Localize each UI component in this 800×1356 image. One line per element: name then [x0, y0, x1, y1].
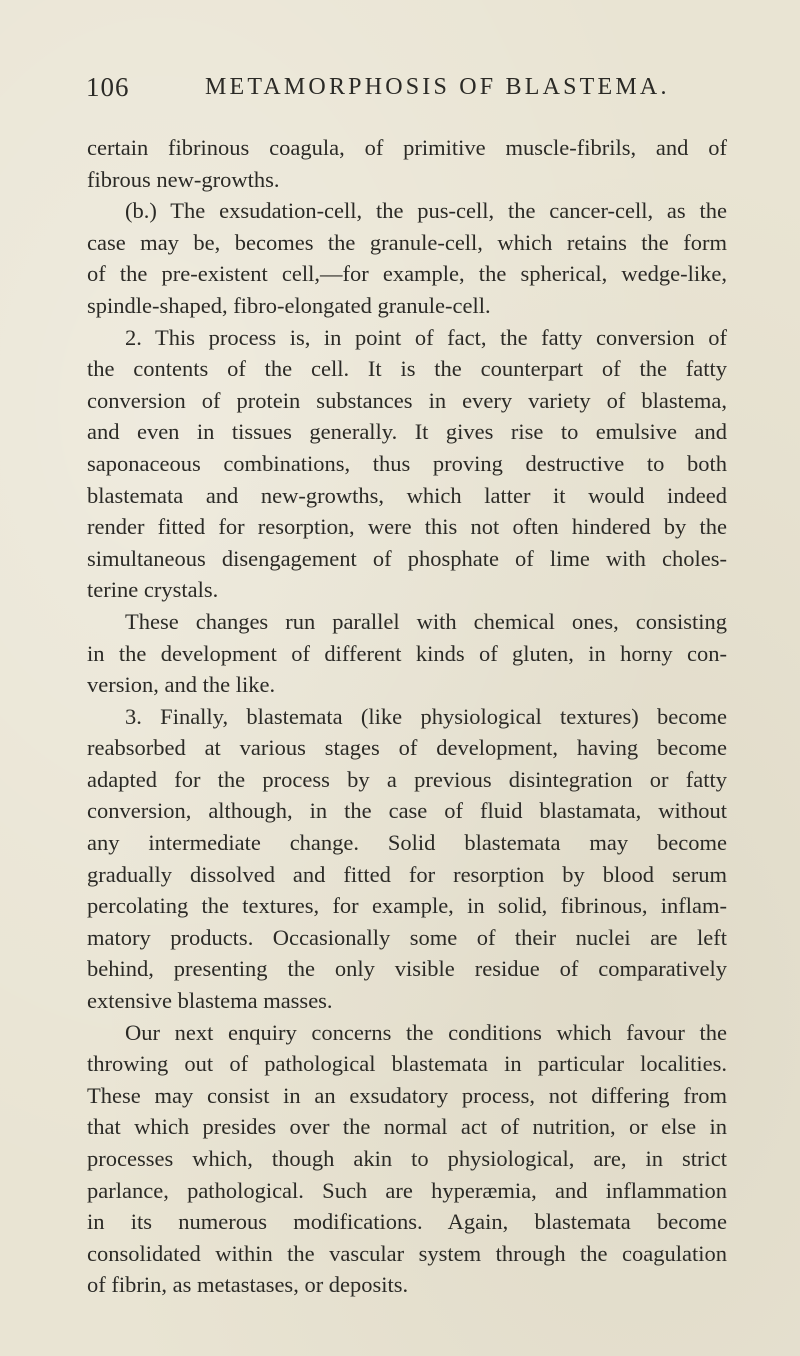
text-line: any intermediate change. Solid blastemata may become	[87, 830, 727, 856]
text-line: of the pre-existent cell,—for example, the spherical, wedge-like,	[87, 261, 727, 287]
text-line: saponaceous combinations, thus proving destructive to both	[87, 450, 727, 476]
text-line: adapted for the process by a previous disintegration or fatty	[87, 766, 727, 792]
page-number: 106	[86, 72, 130, 102]
text-line: matory products. Occasionally some of their nuclei are left	[87, 924, 727, 950]
body-text	[87, 132, 727, 1301]
text-line: in its numerous modifications. Again, blastemata become	[87, 1209, 727, 1235]
text-line: throwing out of pathological blastemata in particular localities.	[87, 1051, 727, 1077]
text-line: certain fibrinous coagula, of primitive muscle-fibrils, and of	[87, 135, 727, 160]
text-line: blastemata and new-growths, which latter it would indeed	[87, 482, 727, 508]
text-line: spindle-shaped, fibro-elongated granule-cell.	[87, 292, 491, 318]
text-line: These may consist in an exsudatory process, not differing from	[87, 1082, 727, 1108]
text-line: processes which, though akin to physiological, are, in strict	[87, 1146, 727, 1171]
running-head-title: METAMORPHOSIS OF BLASTEMA.	[205, 74, 670, 100]
text-line: simultaneous disengagement of phosphate of lime with choles-	[87, 545, 727, 571]
text-line: conversion, although, in the case of fluid blastamata, without	[87, 798, 727, 824]
text-line: render fitted for resorption, were this not often hindered by the	[87, 514, 727, 540]
text-line: fibrous new-growths.	[87, 166, 280, 192]
text-line: of fibrin, as metastases, or deposits.	[87, 1272, 409, 1298]
text-line: reabsorbed at various stages of development, having become	[87, 735, 727, 761]
text-line: percolating the textures, for example, in solid, fibrinous, inflam-	[87, 893, 727, 919]
text-line: the contents of the cell. It is the counterpart of the fatty	[87, 356, 727, 382]
text-line: and even in tissues generally. It gives rise to emulsive and	[87, 419, 727, 445]
text-line: conversion of protein substances in every variety of blastema,	[87, 387, 727, 413]
text-line: These changes run parallel with chemical ones, consisting	[125, 608, 727, 634]
text-line: version, and the like.	[87, 672, 276, 698]
text-line: extensive blastema masses.	[87, 988, 333, 1014]
running-head	[0, 72, 800, 112]
text-line: gradually dissolved and fitted for resorption by blood serum	[87, 861, 727, 887]
text-line: terine crystals.	[87, 577, 219, 603]
text-line: behind, presenting the only visible residue of comparatively	[87, 956, 727, 982]
text-line: consolidated within the vascular system through the coagulation	[87, 1240, 727, 1266]
text-line: 2. This process is, in point of fact, the fatty conversion of	[125, 324, 727, 350]
text-line: parlance, pathological. Such are hyperæmia, and inflammation	[87, 1177, 727, 1203]
text-line: 3. Finally, blastemata (like physiological textures) become	[125, 703, 727, 729]
text-line: that which presides over the normal act of nutrition, or else in	[87, 1114, 727, 1140]
text-line: in the development of different kinds of gluten, in horny con-	[87, 640, 727, 666]
text-line: Our next enquiry concerns the conditions which favour the	[125, 1019, 727, 1045]
text-line: (b.) The exsudation-cell, the pus-cell, the cancer-cell, as the	[125, 198, 727, 224]
text-line: case may be, becomes the granule-cell, which retains the form	[87, 229, 727, 255]
